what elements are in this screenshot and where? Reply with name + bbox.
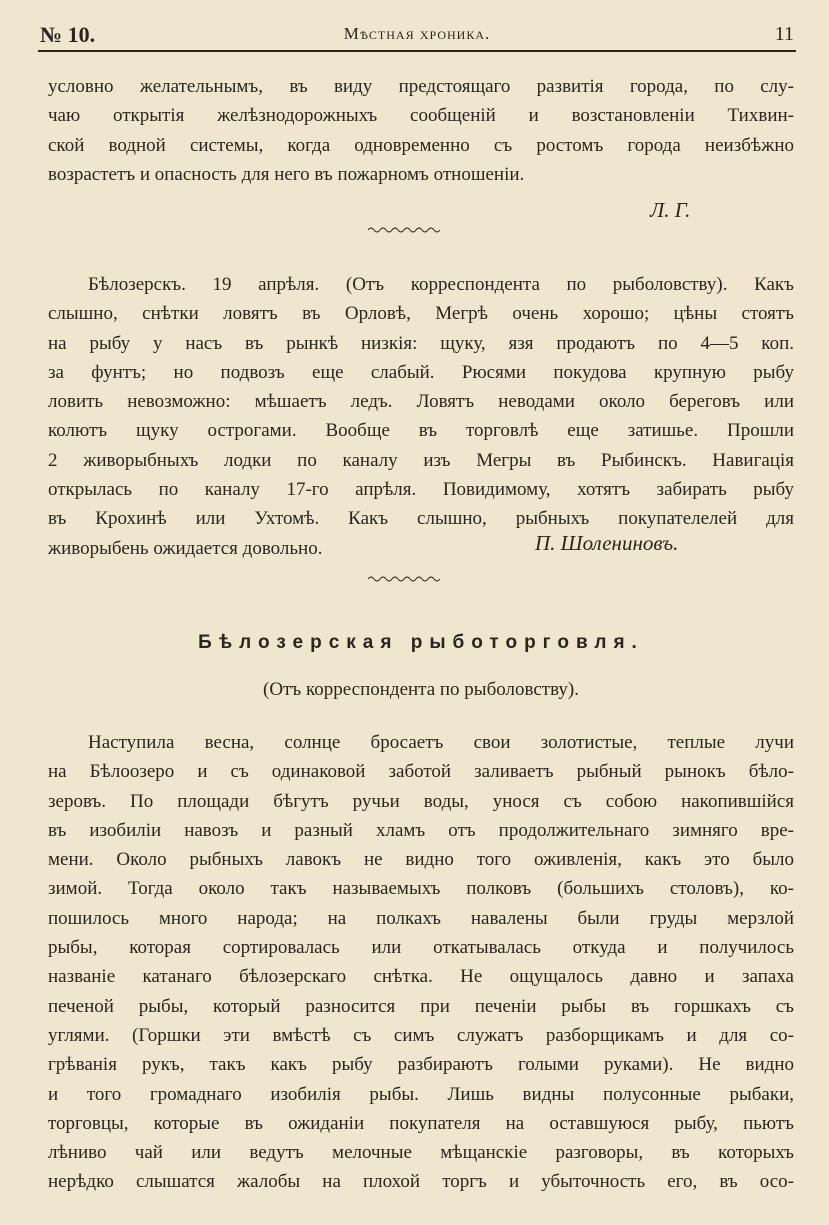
- text-line: Бѣлозерскъ. 19 апрѣля. (Отъ корреспондента по рыболовству). Какъ: [88, 274, 794, 295]
- text-line: ловить невозможно: мѣшаетъ ледъ. Ловятъ неводами около береговъ или: [48, 391, 794, 413]
- text-line: на рыбу у насъ въ рынкѣ низкія: щуку, язя продаютъ по 4—5 коп.: [48, 332, 794, 354]
- paragraph-fire-safety: [48, 72, 794, 189]
- text-line: чаю открытія желѣзнодорожныхъ сообщеній и возстановленіи Тихвин-: [48, 105, 794, 127]
- text-line: лѣниво чай или ведутъ мелочные мѣщанскіе разговоры, въ которыхъ: [48, 1142, 794, 1164]
- text-line: въ Крохинѣ или Ухтомѣ. Какъ слышно, рыбныхъ покупателелей для: [48, 508, 794, 530]
- text-line: грѣванія рукъ, такъ какъ рыбу разбираютъ голыми руками). Не видно: [48, 1054, 794, 1076]
- text-line: зимой. Тогда около такъ называемыхъ полковъ (большихъ столовъ), ко-: [48, 878, 794, 900]
- page-number: 11: [774, 23, 794, 45]
- text-line: ской водной системы, когда одновременно съ ростомъ города неизбѣжно: [48, 134, 794, 156]
- text-line: возрастетъ и опасность для него въ пожарномъ отношеніи.: [48, 163, 525, 185]
- text-line: углями. (Горшки эти вмѣстѣ съ симъ служатъ разборщикамъ и для со-: [48, 1024, 794, 1046]
- article-subtitle: (Отъ корреспондента по рыболовству).: [263, 679, 579, 700]
- paragraph-fish-trade: [48, 728, 794, 1197]
- section-running-title: Мѣстная хроника.: [343, 24, 491, 43]
- article-title: Бѣлозерская рыботорговля.: [198, 632, 644, 653]
- text-line: живорыбень ожидается довольно.: [48, 537, 323, 559]
- wavy-divider: [368, 226, 440, 234]
- text-line: пошилось много народа; на полкахъ навалены были груды мерзлой: [48, 907, 794, 929]
- text-line: на Бѣлоозеро и съ одинаковой заботой заливаетъ рыбный рынокъ бѣло-: [48, 761, 794, 783]
- text-line: названіе катанаго бѣлозерскаго снѣтка. Не ощущалось давно и запаха: [48, 966, 794, 988]
- text-line: торговцы, которые въ ожиданіи покупателя на оставшуюся рыбу, пьютъ: [48, 1112, 794, 1134]
- text-line: въ изобиліи навозъ и разный хламъ отъ продолжительнаго зимняго вре-: [48, 819, 794, 841]
- wavy-divider: [368, 575, 440, 583]
- signature-sholeninov: П. Шолениновъ.: [535, 531, 679, 555]
- text-line: и того громаднаго изобилія рыбы. Лишь видны полусонные рыбаки,: [48, 1083, 794, 1105]
- text-line: Наступила весна, солнце бросаетъ свои золотистые, теплые лучи: [88, 732, 794, 753]
- signature-lg: Л. Г.: [650, 198, 691, 222]
- text-line: слышно, снѣтки ловятъ въ Орловѣ, Мегрѣ очень хорошо; цѣны стоятъ: [48, 303, 794, 325]
- issue-number: № 10.: [40, 22, 96, 47]
- text-line: нерѣдко слышатся жалобы на плохой торгъ и убыточность его, въ осо-: [48, 1171, 794, 1193]
- text-line: печеной рыбы, который разносится при печеніи рыбы въ горшкахъ съ: [48, 995, 794, 1017]
- text-line: колютъ щуку острогами. Вообще въ торговлѣ еще затишье. Прошли: [48, 420, 794, 442]
- text-line: условно желательнымъ, въ виду предстоящаго развитія города, по слу-: [48, 76, 794, 97]
- text-line: рыбы, которая сортировалась или откатывалась откуда и получилось: [48, 937, 794, 959]
- page-header: [38, 22, 796, 52]
- text-line: 2 живорыбныхъ лодки по каналу изъ Мегры въ Рыбинскъ. Навигація: [48, 449, 794, 471]
- text-line: зеровъ. По площади бѣгутъ ручьи воды, унося съ собою накопившійся: [48, 790, 794, 812]
- text-line: мени. Около рыбныхъ лавокъ не видно того оживленія, какъ это было: [48, 849, 794, 871]
- paragraph-belozersk-report: [48, 270, 794, 563]
- text-line: за фунтъ; но подвозъ еще слабый. Рюсями покудова крупную рыбу: [48, 361, 794, 383]
- text-line: открылась по каналу 17-го апрѣля. Повидимому, хотятъ забирать рыбу: [48, 479, 794, 501]
